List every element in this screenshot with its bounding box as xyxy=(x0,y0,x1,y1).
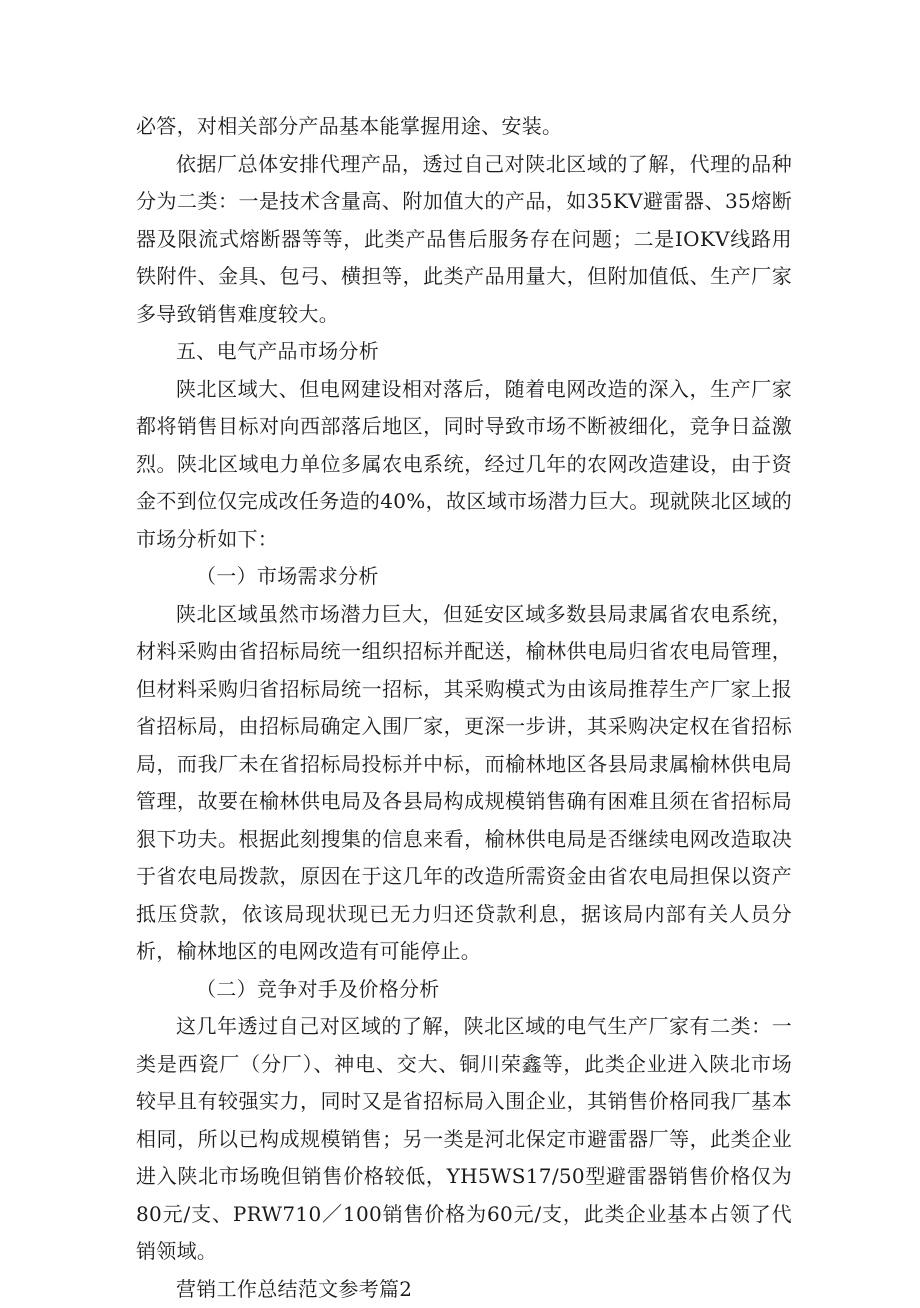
paragraph-continuation: 必答，对相关部分产品基本能掌握用途、安装。 xyxy=(136,108,792,146)
paragraph-market-overview: 陕北区域大、但电网建设相对落后，随着电网改造的深入，生产厂家都将销售目标对向西部落后地区，同时导致市场不断被细化，竞争日益激烈。陕北区域电力单位多属农电系统，经过几年的农网改造建设，由于资金不到位仅完成改任务造的40%，故区域市场潜力巨大。现就陕北区域的市场分析如下： xyxy=(136,371,792,559)
paragraph-product-categories: 依据厂总体安排代理产品，透过自己对陕北区域的了解，代理的品种分为二类：一是技术含量高、附加值大的产品，如35KV避雷器、35熔断器及限流式熔断器等等，此类产品售后服务存在问题；二是IOKV线路用铁附件、金具、包弓、横担等，此类产品用量大，但附加值低、生产厂家多导致销售难度较大。 xyxy=(136,146,792,334)
section-heading-market-analysis: 五、电气产品市场分析 xyxy=(136,333,792,371)
section-heading-part2: 营销工作总结范文参考篇2 xyxy=(136,1271,792,1308)
paragraph-demand-analysis: 陕北区域虽然市场潜力巨大，但延安区域多数县局隶属省农电系统，材料采购由省招标局统一组织招标并配送，榆林供电局归省农电局管理，但材料采购归省招标局统一招标，其采购模式为由该局推荐生产厂家上报省招标局，由招标局确定入围厂家，更深一步讲，其采购决定权在省招标局，而我厂未在省招标局投标并中标，而榆林地区各县局隶属榆林供电局管理，故要在榆林供电局及各县局构成规模销售确有困难且须在省招标局狠下功夫。根据此刻搜集的信息来看，榆林供电局是否继续电网改造取决于省农电局拨款，原因在于这几年的改造所需资金由省农电局担保以资产抵压贷款，依该局现状现已无力归还贷款利息，据该局内部有关人员分析，榆林地区的电网改造有可能停止。 xyxy=(136,596,792,971)
document-body xyxy=(136,108,792,1308)
paragraph-competitor-analysis: 这几年透过自己对区域的了解，陕北区域的电气生产厂家有二类：一类是西瓷厂（分厂）、神电、交大、铜川荣鑫等，此类企业进入陕北市场较早且有较强实力，同时又是省招标局入围企业，其销售价格同我厂基本相同，所以已构成规模销售；另一类是河北保定市避雷器厂等，此类企业进入陕北市场晚但销售价格较低，YH5WS17/50型避雷器销售价格仅为80元/支、PRW710／100销售价格为60元/支，此类企业基本占领了代销领域。 xyxy=(136,1008,792,1271)
subheading-demand-analysis: （一）市场需求分析 xyxy=(136,558,792,596)
subheading-competitor-analysis: （二）竞争对手及价格分析 xyxy=(136,971,792,1009)
